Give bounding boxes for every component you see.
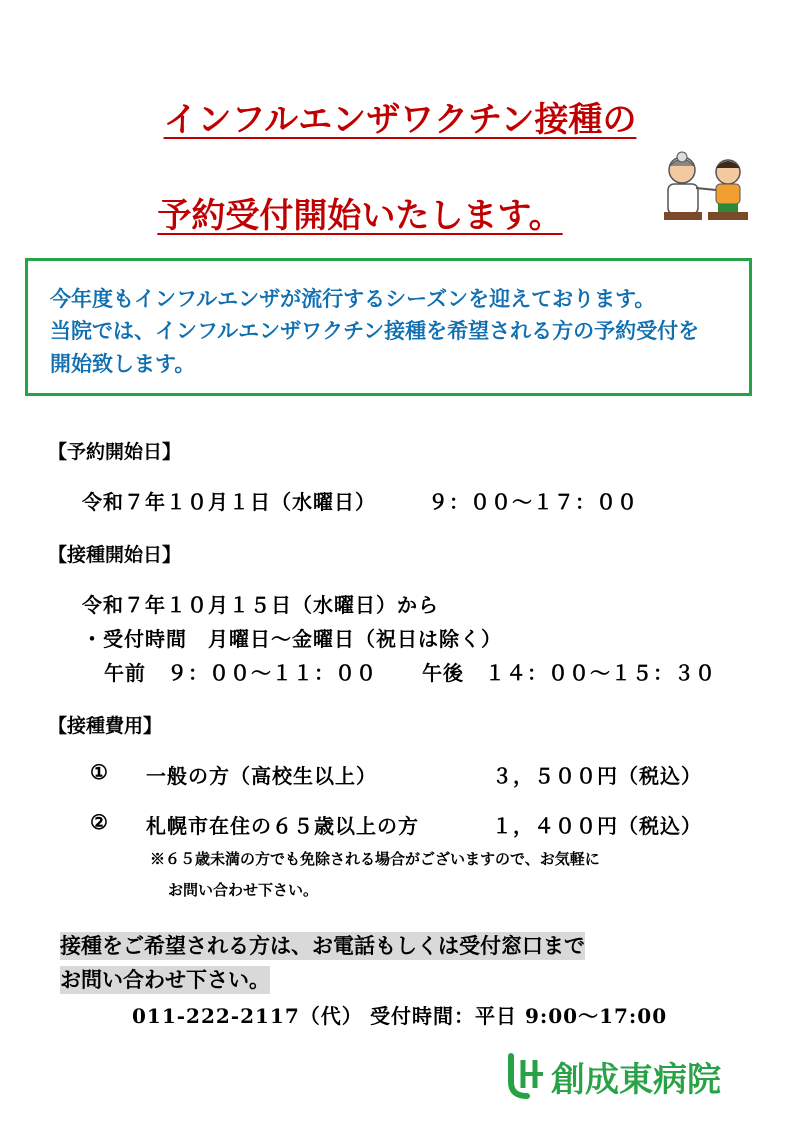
contact-line-1: 接種をご希望される方は、お電話もしくは受付窓口まで bbox=[60, 934, 585, 958]
reservation-heading: 【予約開始日】 bbox=[48, 441, 182, 463]
fee-item-number: ① bbox=[90, 760, 109, 784]
fees-heading: 【接種費用】 bbox=[48, 715, 163, 737]
notice-line-1: 今年度もインフルエンザが流行するシーズンを迎えております。 bbox=[50, 287, 656, 311]
hospital-name: 創成東病院 bbox=[551, 1059, 721, 1100]
fee-item-price: １，４００円（税込） bbox=[492, 814, 702, 838]
reservation-time: ９：００～１７：００ bbox=[428, 490, 638, 514]
fee-item-label: 一般の方（高校生以上） bbox=[146, 764, 377, 788]
reception-hours: ・受付時間 月曜日～金曜日（祝日は除く） bbox=[82, 627, 502, 651]
fee-item-label: 札幌市在住の６５歳以上の方 bbox=[146, 814, 419, 838]
vaccination-date: 令和７年１０月１５日（水曜日）から bbox=[82, 593, 439, 617]
page-title-line1: インフルエンザワクチン接種の bbox=[163, 100, 637, 140]
notice-line-2: 当院では、インフルエンザワクチン接種を希望される方の予約受付を bbox=[50, 319, 700, 343]
morning-hours: 午前 ９：００～１１：００ bbox=[104, 661, 377, 685]
doctor-child-illustration bbox=[660, 148, 750, 223]
fee-note-line-1: ※６５歳未満の方でも免除される場合がございますので、お気軽に bbox=[150, 850, 600, 868]
phone-number: 011-222-2117（代） bbox=[132, 1004, 363, 1028]
fee-item-price: ３，５００円（税込） bbox=[492, 764, 702, 788]
contact-hours: 受付時間：平日 9:00～17:00 bbox=[370, 1004, 668, 1028]
fee-note-line-2: お問い合わせ下さい。 bbox=[168, 881, 319, 899]
fee-item-number: ② bbox=[90, 810, 109, 834]
notice-line-3: 開始致します。 bbox=[50, 352, 196, 376]
afternoon-hours: 午後 １４：００～１５：３０ bbox=[422, 661, 716, 685]
hospital-logo-icon bbox=[505, 1052, 547, 1100]
page-title-line2: 予約受付開始いたします。 bbox=[157, 196, 563, 236]
hospital-logo bbox=[505, 1052, 721, 1100]
vaccination-heading: 【接種開始日】 bbox=[48, 544, 182, 566]
contact-line-2: お問い合わせ下さい。 bbox=[60, 968, 270, 992]
reservation-date: 令和７年１０月１日（水曜日） bbox=[82, 490, 376, 514]
